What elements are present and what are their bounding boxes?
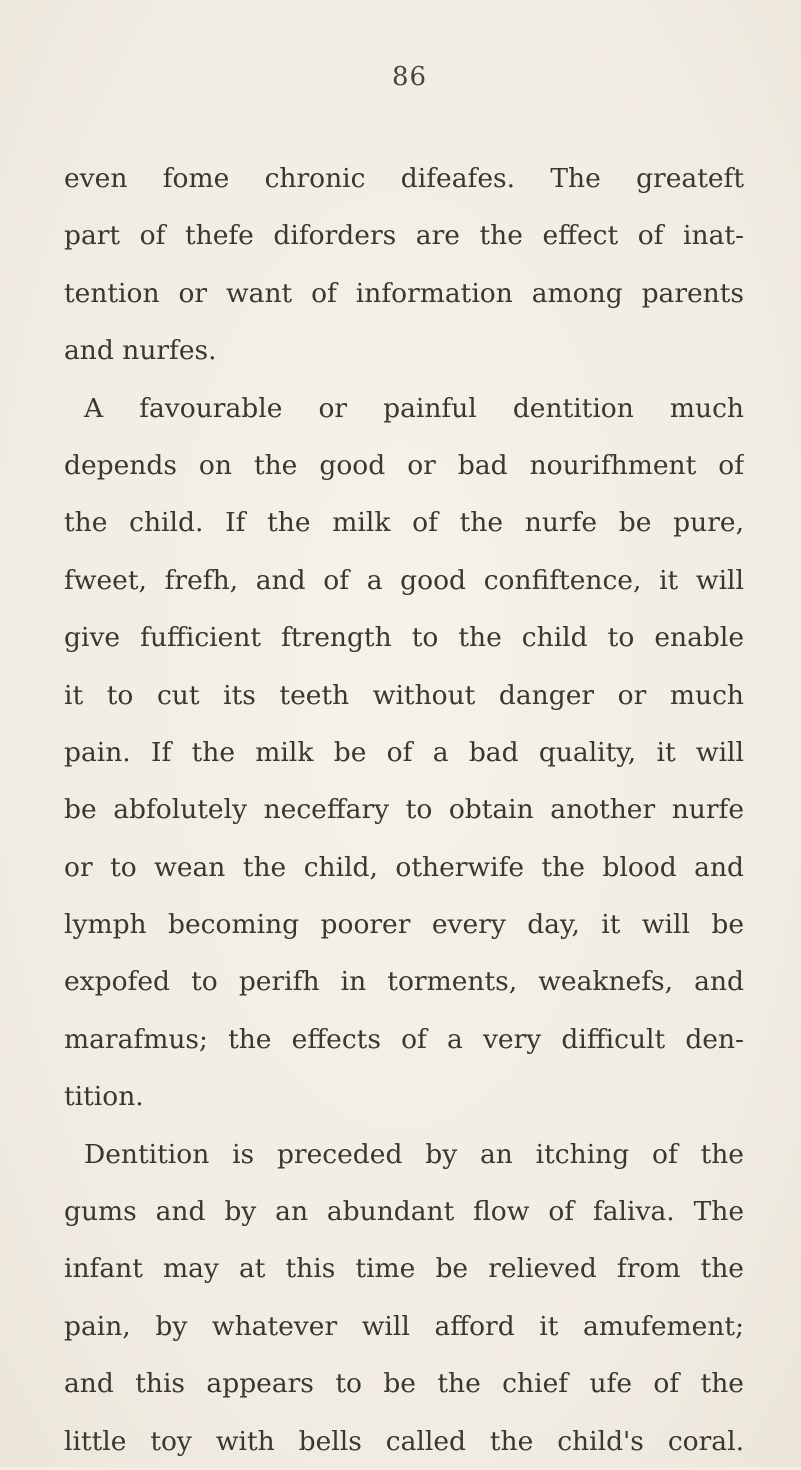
text-line: be abfolutely neceffary to obtain another nurfe bbox=[64, 794, 744, 826]
text-line: fweet, frefh, and of a good confiftence, it will bbox=[64, 564, 744, 596]
paragraph-start-line: Dentition is preceded by an itching of the bbox=[84, 1138, 744, 1170]
body-text bbox=[64, 150, 744, 1470]
text-line: the child. If the milk of the nurfe be pure, bbox=[64, 507, 744, 539]
text-line: and nurfes. bbox=[64, 335, 217, 367]
text-line: part of thefe diforders are the effect of inat- bbox=[64, 220, 744, 252]
text-line: give fufficient ftrength to the child to enable bbox=[64, 622, 744, 654]
page-number: 86 bbox=[392, 62, 428, 92]
text-line: infant may at this time be relieved from the bbox=[64, 1253, 744, 1285]
text-line: pain, by whatever will afford it amufement; bbox=[64, 1310, 744, 1342]
text-line: or to wean the child, otherwife the blood and bbox=[64, 851, 744, 883]
text-line: even fome chronic difeafes. The greateft bbox=[64, 163, 744, 194]
text-line: depends on the good or bad nourifhment of bbox=[64, 449, 744, 481]
text-line: gums and by an abundant flow of faliva. The bbox=[64, 1196, 744, 1228]
paragraph-start-line: A favourable or painful dentition much bbox=[84, 392, 744, 424]
text-line: little toy with bells called the child's coral. bbox=[64, 1425, 744, 1457]
text-line: marafmus; the effects of a very difficult den- bbox=[64, 1023, 744, 1055]
text-line: tention or want of information among parents bbox=[64, 277, 744, 309]
text-line: it to cut its teeth without danger or much bbox=[64, 679, 744, 711]
text-line: and this appears to be the chief ufe of the bbox=[64, 1368, 744, 1400]
text-line: expofed to perifh in torments, weaknefs, and bbox=[64, 966, 744, 998]
text-line: lymph becoming poorer every day, it will be bbox=[64, 909, 744, 941]
text-line: pain. If the milk be of a bad quality, it will bbox=[64, 736, 744, 768]
text-line: tition. bbox=[64, 1081, 144, 1113]
